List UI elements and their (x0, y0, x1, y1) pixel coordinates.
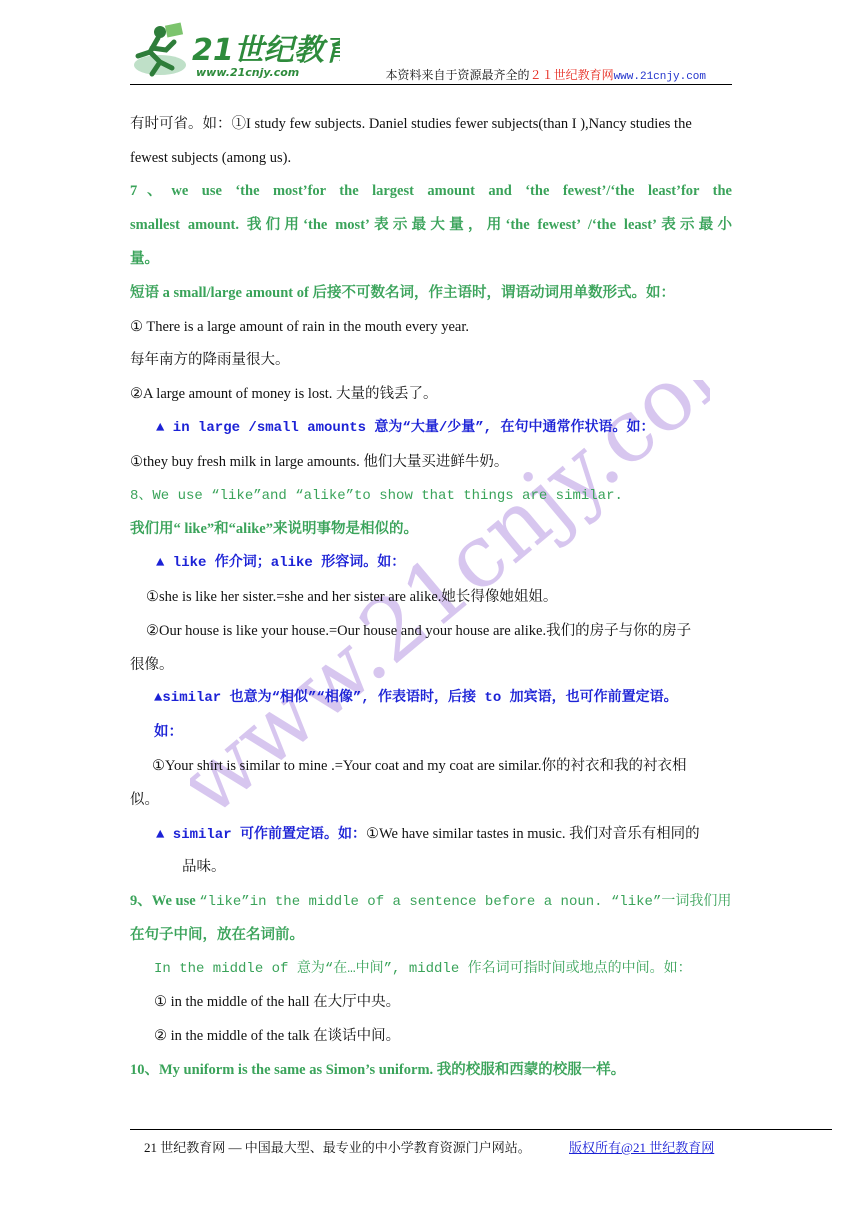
text-line: 品味。 (182, 859, 226, 875)
text-line: 每年南方的降雨量很大。 (130, 352, 290, 368)
phrase-note: In the middle of 意为“在…中间”, middle 作名词可指时间或地点的中间。如： (154, 961, 692, 977)
heading-7-cont: smallest amount. 我们用‘the most’表示最大量，用‘the fewest’ /‘the least’表示最小 (130, 217, 732, 233)
heading-9-cont: 在句子中间，放在名词前。 (130, 927, 304, 943)
heading-9: 9、We use “like”in the middle of a sentence before a noun. “like”一词我们用 (130, 893, 732, 910)
watermark (190, 380, 710, 860)
logo-runner-icon (130, 18, 340, 84)
note-bullet-cont: 如： (154, 724, 183, 740)
text-line: 有时可省。如：①I study few subjects. Daniel studies fewer subjects(than I ),Nancy studies the (130, 116, 692, 132)
example-line: ① There is a large amount of rain in the mouth every year. (130, 319, 470, 335)
site-logo (130, 18, 340, 84)
example-line: ②Our house is like your house.=Our house and your house are alike.我们的房子与你的房子 (146, 623, 692, 639)
heading-8-cont: 我们用“ like”和“alike”来说明事物是相似的。 (130, 521, 418, 537)
footer-text: 21 世纪教育网 — 中国最大型、最专业的中小学教育资源门户网站。 (144, 1140, 531, 1155)
svg-text:www.21cnjy.com: www.21cnjy.com (196, 66, 300, 79)
example-line: ①they buy fresh milk in large amounts. 他们大量买进鲜牛奶。 (130, 454, 509, 470)
note-bullet: ▲ in large /small amounts 意为“大量/少量”, 在句中通常作状语。如： (156, 420, 655, 436)
heading-10: 10、My uniform is the same as Simon’s uniform. 我的校服和西蒙的校服一样。 (130, 1062, 626, 1078)
example-line: ② in the middle of the talk 在谈话中间。 (154, 1028, 401, 1044)
phrase-note: 短语 a small/large amount of 后接不可数名词，作主语时，谓语动词用单数形式。如： (130, 285, 675, 301)
heading-7: 7、we use ‘the most’for the largest amount and ‘the fewest’/‘the least’for the (130, 183, 732, 199)
note-bullet: ▲ similar 可作前置定语。如：①We have similar tastes in music. 我们对音乐有相同的 (156, 826, 700, 843)
header-note: 本资料来自于资源最齐全的２１世纪教育网www.21cnjy.com (385, 68, 706, 83)
footer-divider (130, 1129, 832, 1130)
header-divider (130, 84, 732, 85)
note-bullet: ▲similar 也意为“相似”“相像”, 作表语时，后接 to 加宾语，也可作前置定语。 (154, 690, 678, 706)
page-header (130, 18, 732, 86)
heading-8: 8、We use “like”and “alike”to show that things are similar. (130, 488, 623, 504)
example-line: ①she is like her sister.=she and her sister are alike.她长得像她姐姐。 (146, 589, 558, 605)
example-line: ① in the middle of the hall 在大厅中央。 (154, 994, 401, 1010)
heading-7-end: 量。 (130, 251, 159, 267)
text-line: 很像。 (130, 657, 174, 673)
example-line: ①Your shirt is similar to mine .=Your coat and my coat are similar.你的衬衣和我的衬衣相 (152, 758, 687, 774)
example-line: ②A large amount of money is lost. 大量的钱丢了。 (130, 386, 438, 402)
svg-text:21世纪教育: 21世纪教育 (192, 33, 340, 68)
footer-copyright-link[interactable]: 版权所有@21 世纪教育网 (569, 1140, 715, 1155)
note-bullet: ▲ like 作介词；alike 形容词。如： (156, 555, 406, 571)
svg-text:www.21cnjy.com: www.21cnjy.com (190, 380, 710, 837)
text-line: fewest subjects (among us). (130, 150, 292, 166)
text-line: 似。 (130, 792, 159, 808)
